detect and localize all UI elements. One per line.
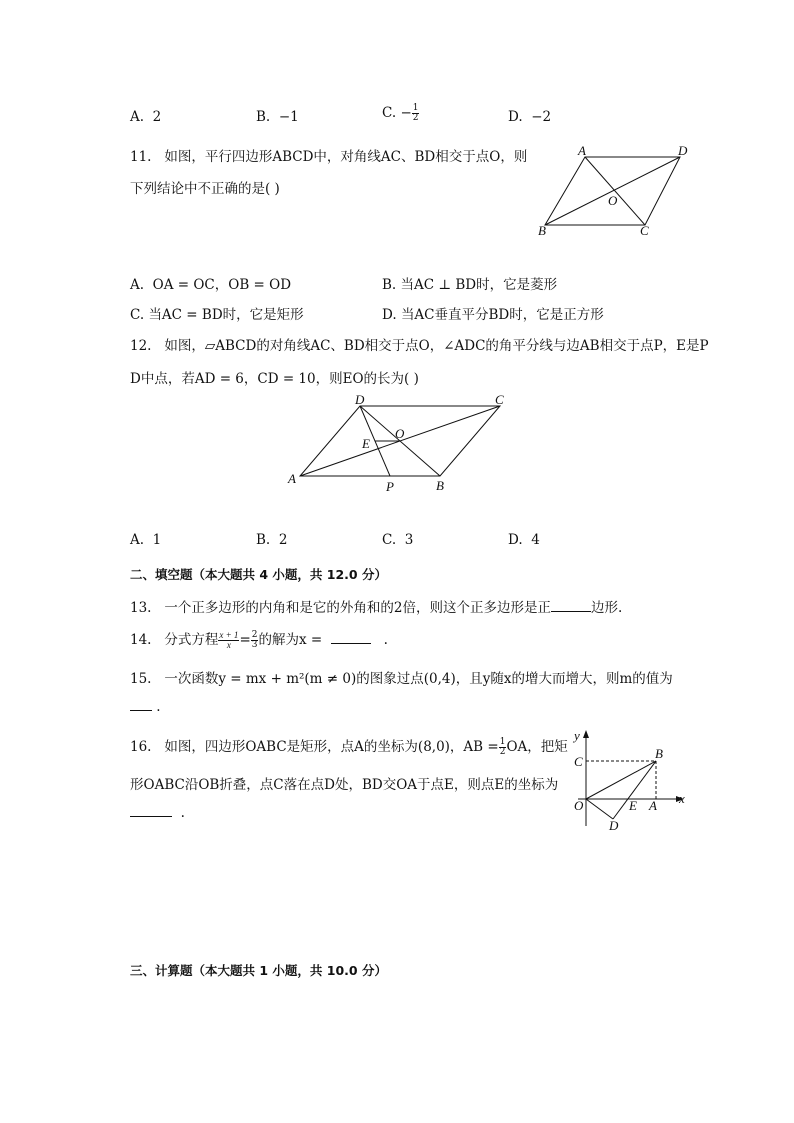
label-b: B (655, 746, 663, 761)
label-c: C (640, 223, 649, 237)
q11-option-b: B. 当AC ⊥ BD时，它是菱形 (382, 277, 558, 293)
q12-option-a: A. 1 (130, 532, 162, 548)
label-d: D (609, 818, 619, 832)
q10-option-b: B. −1 (256, 109, 299, 125)
q11-line1: 11. 如图，平行四边形ABCD中，对角线AC、BD相交于点O，则 (130, 149, 528, 165)
q12-line1: 12. 如图，▱ABCD的对角线AC、BD相交于点O，∠ADC的角平分线与边AB相交于点P，E是P (130, 338, 709, 354)
q16-coordinate-figure (568, 728, 694, 832)
section-3-heading: 三、计算题（本大题共 1 小题，共 10.0 分） (130, 963, 387, 978)
q12-option-d: D. 4 (508, 532, 540, 548)
label-d: D (355, 392, 365, 407)
q10-option-a: A. 2 (130, 109, 162, 125)
q13-line: 13. 一个正多边形的内角和是它的外角和的2倍，则这个正多边形是正 边形. (130, 600, 623, 616)
q12-line2: D中点，若AD = 6，CD = 10，则EO的长为( ) (130, 371, 419, 387)
label-y: y (574, 728, 580, 743)
label-o: O (395, 426, 405, 441)
q10-option-c: C. − $\frac{1}{2}$ (382, 103, 419, 123)
q14-fraction-1: $\frac{x + 1}{x}$ (219, 630, 239, 650)
label-a: A (649, 798, 657, 813)
label-b: B (436, 478, 444, 493)
q12-parallelogram-figure (280, 390, 520, 495)
q11-option-d: D. 当AC垂直平分BD时，它是正方形 (382, 307, 604, 323)
label-b: B (538, 223, 546, 237)
segment-ob (586, 761, 656, 799)
q11-line2: 下列结论中不正确的是( ) (130, 181, 280, 197)
label-a: A (578, 143, 586, 158)
q14-line: 14. 分式方程 $\frac{x + 1}{x}$ = $\frac{2}{3}$ 的解为x = . (130, 630, 388, 650)
label-x: x (679, 791, 685, 806)
diagonal-ac (585, 157, 645, 225)
q11-option-a: A. OA = OC，OB = OD (130, 277, 292, 293)
section-2-heading: 二、填空题（本大题共 4 小题，共 12.0 分） (130, 567, 387, 582)
q12-option-c: C. 3 (382, 532, 414, 548)
q14-fraction-2: $\frac{2}{3}$ (251, 630, 258, 650)
label-p: P (386, 479, 394, 494)
label-e: E (629, 798, 637, 813)
q13-answer-blank[interactable] (551, 611, 591, 612)
q16-line3: . (130, 805, 185, 821)
q11-option-c: C. 当AC = BD时，它是矩形 (130, 307, 304, 323)
label-o: O (574, 798, 584, 813)
q16-line1: 16. 如图，四边形OABC是矩形，点A的坐标为(8,0)，AB = $\frac{1}{2}$ OA，把矩 (130, 737, 568, 757)
label-c: C (495, 392, 504, 407)
label-e: E (362, 436, 370, 451)
q16-answer-blank[interactable] (130, 816, 172, 817)
q10-option-d: D. −2 (508, 109, 552, 125)
q15-line2: . (130, 699, 161, 715)
label-a: A (288, 471, 296, 486)
q15-line1: 15. 一次函数y = mx + m²(m ≠ 0)的图象过点(0,4)，且y随x的增大而增大，则m的值为 (130, 671, 673, 687)
y-axis-arrow (583, 730, 589, 738)
q10-option-c-fraction: $\frac{1}{2}$ (412, 103, 419, 123)
q11-parallelogram-figure (535, 142, 695, 237)
label-d: D (678, 143, 688, 158)
label-o: O (608, 193, 618, 208)
label-c: C (574, 754, 583, 769)
q16-line2: 形OABC沿OB折叠，点C落在点D处，BD交OA于点E，则点E的坐标为 (130, 777, 559, 793)
q14-answer-blank[interactable] (331, 643, 371, 644)
q16-fraction: $\frac{1}{2}$ (499, 737, 506, 757)
q15-answer-blank[interactable] (130, 710, 152, 711)
segment-od (586, 799, 613, 819)
q12-option-b: B. 2 (256, 532, 288, 548)
